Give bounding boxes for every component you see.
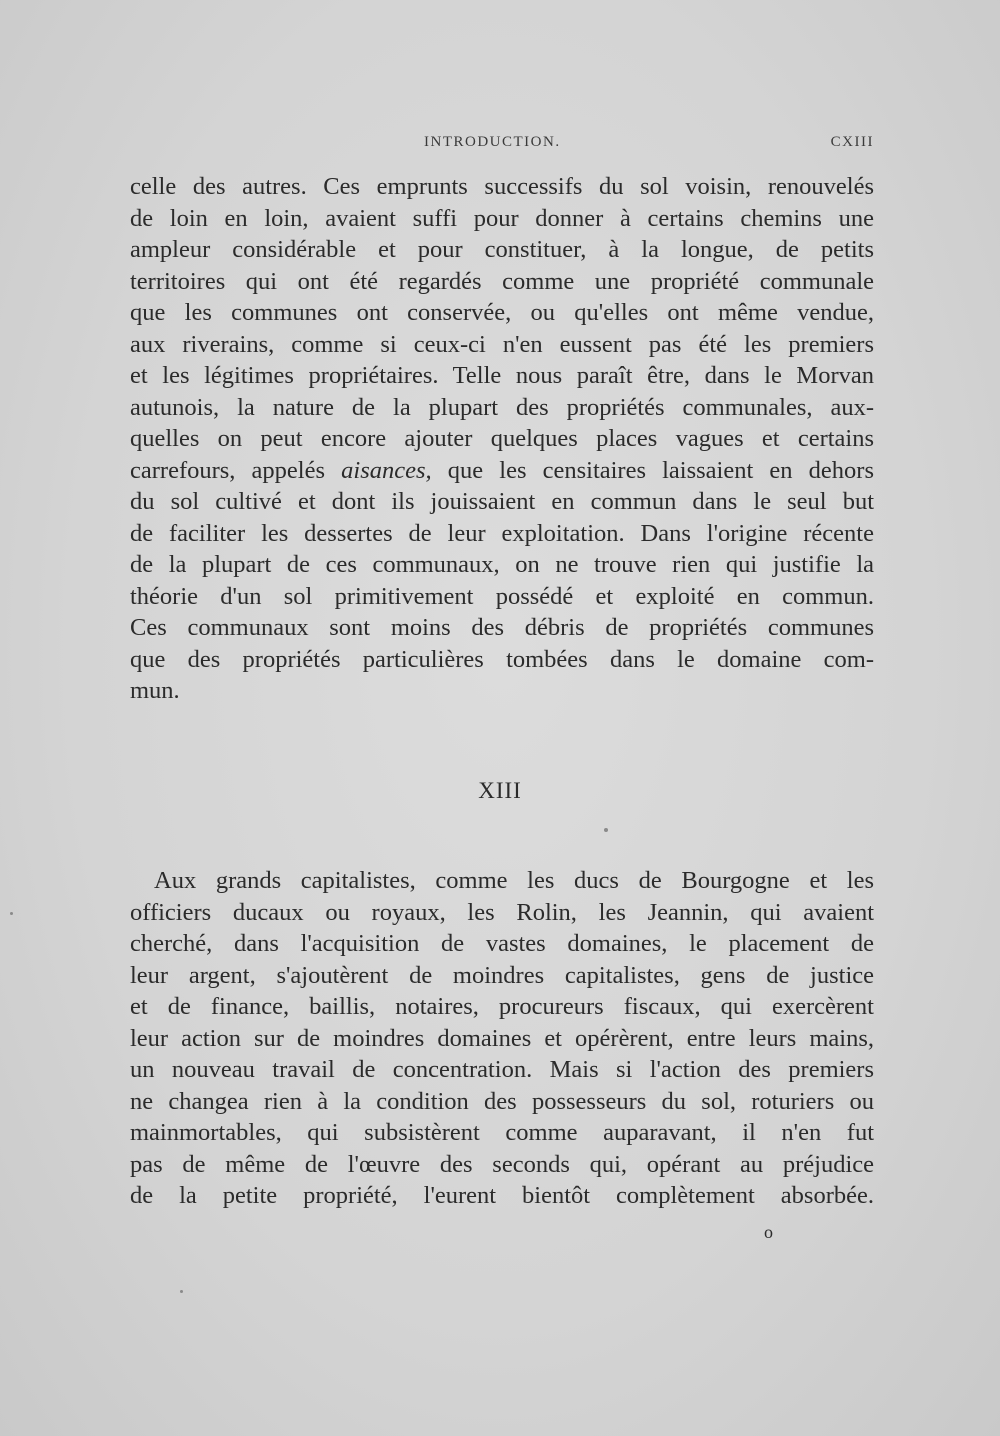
text-line: que des propriétés particulières tombées dans le domaine com- (130, 645, 874, 673)
running-title: INTRODUCTION. (424, 134, 561, 150)
text-line: et de finance, baillis, notaires, procureurs fiscaux, qui exercèrent (130, 993, 874, 1020)
text-line: et les légitimes propriétaires. Telle nous paraît être, dans le Morvan (130, 362, 874, 389)
text-line: mainmortables, qui subsistèrent comme auparavant, il n'en fut (130, 1119, 874, 1146)
print-speck (10, 912, 13, 915)
text-line: de la plupart de ces communaux, on ne trouve rien qui justifie la (130, 551, 874, 578)
text-line: pas de même de l'œuvre des seconds qui, opérant au préjudice (130, 1150, 874, 1178)
text-line: leur action sur de moindres domaines et opérèrent, entre leurs mains, (130, 1024, 874, 1052)
text-fragment: carrefours, appelés (130, 456, 342, 484)
italic-term: aisances, (341, 456, 432, 484)
paragraph-2 (130, 865, 874, 1212)
paragraph-1 (130, 171, 874, 707)
print-speck (604, 828, 608, 832)
signature-mark: o (764, 1222, 773, 1242)
text-line: territoires qui ont été regardés comme une propriété communale (130, 267, 874, 295)
text-line: ne changea rien à la condition des possesseurs du sol, roturiers ou (130, 1087, 874, 1115)
text-line: officiers ducaux ou royaux, les Rolin, les Jeannin, qui avaient (130, 898, 874, 926)
text-line: de faciliter les dessertes de leur exploitation. Dans l'origine récente (130, 519, 874, 547)
text-line: ampleur considérable et pour constituer, à la longue, de petits (130, 236, 874, 263)
text-fragment: que les censitaires laissaient en dehors (431, 456, 874, 484)
text-line: aux riverains, comme si ceux-ci n'en eussent pas été les premiers (130, 330, 874, 358)
print-speck (180, 1290, 183, 1293)
text-line: un nouveau travail de concentration. Mais si l'action des premiers (130, 1056, 874, 1083)
text-line: Aux grands capitalistes, comme les ducs de Bourgogne et les (154, 867, 874, 894)
text-line: de la petite propriété, l'eurent bientôt complètement absorbée. (130, 1182, 874, 1209)
text-line: mun. (130, 677, 180, 704)
text-line: leur argent, s'ajoutèrent de moindres capitalistes, gens de justice (130, 961, 874, 989)
text-line: Ces communaux sont moins des débris de propriétés communes (130, 614, 874, 641)
section-heading: XIII (478, 778, 522, 803)
text-line: cherché, dans l'acquisition de vastes domaines, le placement de (130, 930, 874, 957)
text-line-with-italic (130, 455, 874, 487)
text-line: celle des autres. Ces emprunts successifs du sol voisin, renouvelés (130, 173, 874, 200)
text-line: du sol cultivé et dont ils jouissaient en commun dans le seul but (130, 488, 874, 515)
text-line: théorie d'un sol primitivement possédé et exploité en commun. (130, 582, 874, 610)
text-line: de loin en loin, avaient suffi pour donner à certains chemins une (130, 204, 874, 232)
running-head (130, 134, 874, 154)
text-line: quelles on peut encore ajouter quelques places vagues et certains (130, 425, 874, 452)
text-line: autunois, la nature de la plupart des propriétés communales, aux- (130, 393, 874, 421)
page-number: CXIII (830, 134, 874, 150)
text-line: que les communes ont conservée, ou qu'elles ont même vendue, (130, 299, 874, 326)
